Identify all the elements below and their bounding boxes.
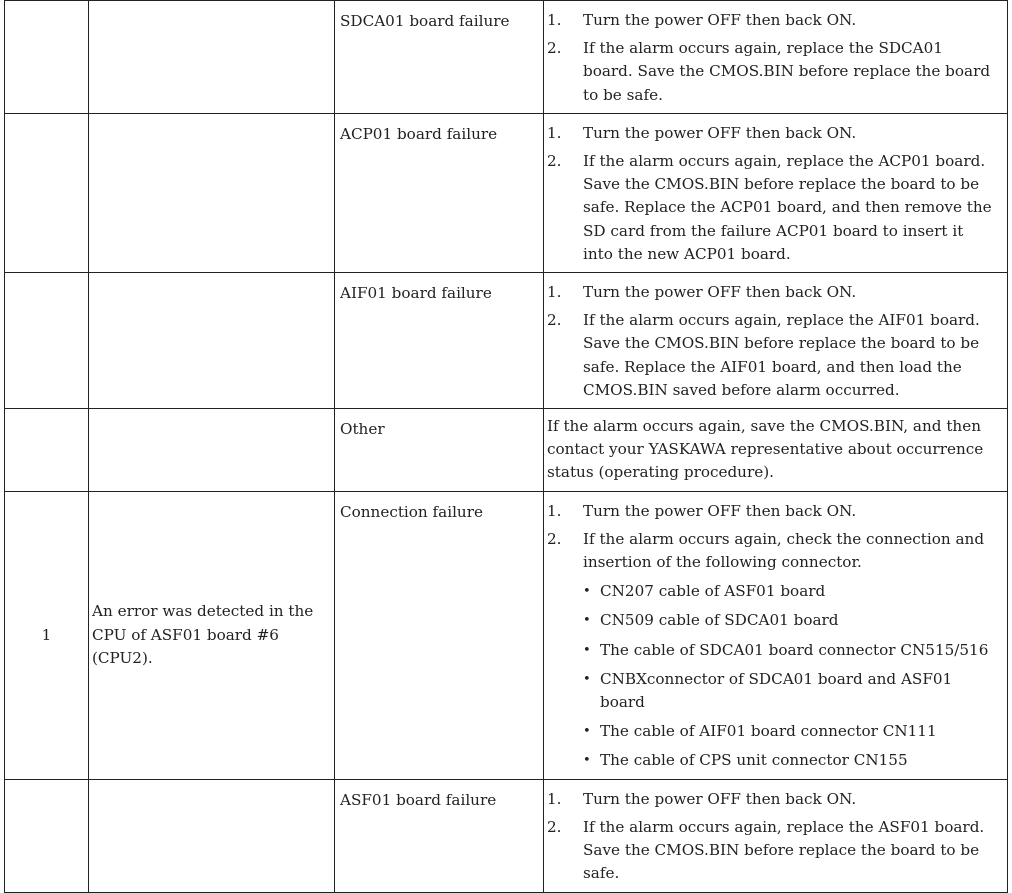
step-number: 1. xyxy=(547,283,562,302)
step-text: Turn the power OFF then back ON. xyxy=(583,123,857,142)
bullet-text: The cable of SDCA01 board connector CN515/516 xyxy=(600,640,989,659)
table-row xyxy=(5,409,1008,492)
step-text: Turn the power OFF then back ON. xyxy=(583,283,857,302)
remedy-cell xyxy=(544,273,1008,409)
alarm-number-cell xyxy=(5,779,89,892)
remedy-step xyxy=(547,788,997,811)
bullet-text: The cable of AIF01 board connector CN111 xyxy=(600,722,937,741)
bullet-glyph: • xyxy=(583,642,591,658)
cause-text: Other xyxy=(340,420,385,439)
step-number: 1. xyxy=(547,501,562,520)
alarm-number-cell xyxy=(5,273,89,409)
step-text: If the alarm occurs again, replace the ASF01 board. Save the CMOS.BIN before replace the board to be safe. xyxy=(583,817,985,883)
bullet-glyph: • xyxy=(583,671,591,687)
step-text: If the alarm occurs again, check the connection and insertion of the following connector. xyxy=(583,529,985,572)
step-number: 2. xyxy=(547,529,562,548)
step-text: Turn the power OFF then back ON. xyxy=(583,501,857,520)
alarm-number-cell xyxy=(5,113,89,272)
alarm-number-cell xyxy=(5,1,89,114)
step-number: 1. xyxy=(547,11,562,29)
table-row xyxy=(5,779,1008,892)
remedy-step xyxy=(547,122,997,145)
cause-cell xyxy=(335,491,544,779)
remedy-step xyxy=(547,500,997,523)
remedy-step xyxy=(547,150,997,266)
bullet-text: CN207 cable of ASF01 board xyxy=(600,582,826,601)
table-row xyxy=(5,1,1008,114)
step-text: Turn the power OFF then back ON. xyxy=(583,789,857,808)
connector-bullet xyxy=(583,580,997,603)
remedy-cell xyxy=(544,779,1008,892)
step-number: 2. xyxy=(547,311,562,330)
bullet-glyph: • xyxy=(583,584,591,600)
alarm-description-cell xyxy=(89,1,335,114)
remedy-cell xyxy=(544,1,1008,114)
cause-text: Connection failure xyxy=(340,502,483,521)
connector-bullet xyxy=(583,668,997,714)
connector-bullet xyxy=(583,749,997,772)
step-number: 1. xyxy=(547,123,562,142)
alarm-description-cell xyxy=(89,779,335,892)
bullet-text: CN509 cable of SDCA01 board xyxy=(600,611,839,630)
cause-cell xyxy=(335,113,544,272)
alarm-description-cell xyxy=(89,491,335,779)
bullet-glyph: • xyxy=(583,724,591,740)
connector-bullet xyxy=(583,639,997,662)
cause-text: ACP01 board failure xyxy=(340,124,498,143)
step-text: If the alarm occurs again, replace the SDCA01 board. Save the CMOS.BIN before replace the board to be safe. xyxy=(583,39,991,104)
connector-bullet xyxy=(583,720,997,743)
cause-text: SDCA01 board failure xyxy=(340,12,510,30)
remedy-cell xyxy=(544,409,1008,492)
step-number: 2. xyxy=(547,39,562,58)
remedy-step xyxy=(547,309,997,402)
remedy-text: If the alarm occurs again, save the CMOS.BIN, and then contact your YASKAWA representative about occurrence status (operating procedure). xyxy=(547,417,984,482)
remedy-step xyxy=(547,816,997,886)
step-number: 2. xyxy=(547,817,562,836)
remedy-step xyxy=(547,281,997,304)
bullet-glyph: • xyxy=(583,613,591,629)
remedy-cell xyxy=(544,113,1008,272)
bullet-text: CNBXconnector of SDCA01 board and ASF01 board xyxy=(600,669,953,712)
bullet-text: The cable of CPS unit connector CN155 xyxy=(600,751,908,770)
alarm-description-cell xyxy=(89,409,335,492)
step-text: If the alarm occurs again, replace the AIF01 board. Save the CMOS.BIN before replace the board to be safe. Replace the AIF01 board, and then load the CMOS.BIN saved before alarm occurred. xyxy=(583,311,980,399)
table-row xyxy=(5,491,1008,779)
step-text: If the alarm occurs again, replace the ACP01 board. Save the CMOS.BIN before replace the board to be safe. Replace the ACP01 board, and then remove the SD card from the failure ACP01 board to insert it into the new ACP01 board. xyxy=(583,152,992,263)
alarm-description-cell xyxy=(89,113,335,272)
alarm-description: An error was detected in the CPU of ASF01 board #6 (CPU2). xyxy=(92,602,314,667)
cause-cell xyxy=(335,779,544,892)
bullet-glyph: • xyxy=(583,753,591,769)
remedy-step xyxy=(547,9,997,32)
cause-cell xyxy=(335,1,544,114)
alarm-remedy-table xyxy=(4,0,1008,893)
alarm-number-cell xyxy=(5,409,89,492)
cause-cell xyxy=(335,273,544,409)
table-row xyxy=(5,273,1008,409)
alarm-number: 1 xyxy=(41,625,52,644)
remedy-cell xyxy=(544,491,1008,779)
remedy-step xyxy=(547,528,997,773)
step-text: Turn the power OFF then back ON. xyxy=(583,11,857,29)
table-row xyxy=(5,113,1008,272)
connector-bullet xyxy=(583,609,997,632)
cause-cell xyxy=(335,409,544,492)
cause-text: AIF01 board failure xyxy=(340,284,492,303)
cause-text: ASF01 board failure xyxy=(340,790,497,809)
remedy-step xyxy=(547,37,997,107)
step-number: 1. xyxy=(547,789,562,808)
alarm-number-cell xyxy=(5,491,89,779)
step-number: 2. xyxy=(547,152,562,171)
alarm-description-cell xyxy=(89,273,335,409)
